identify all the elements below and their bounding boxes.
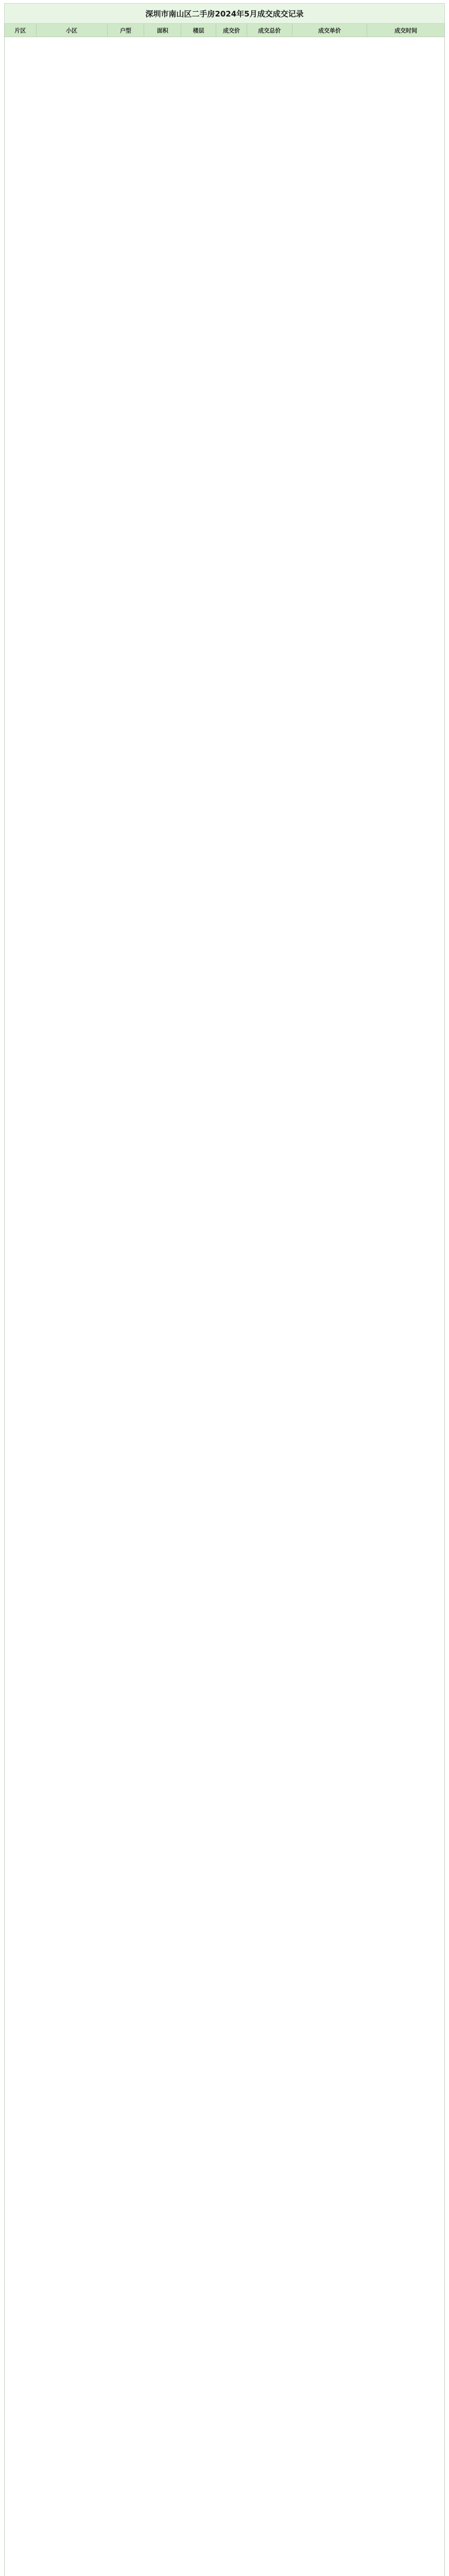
table-body bbox=[4, 37, 445, 2576]
header-col-unit-price: 成交单价 bbox=[292, 24, 368, 37]
table-title: 深圳市南山区二手房2024年5月成交成交记录 bbox=[4, 3, 445, 24]
header-col-district: 片区 bbox=[5, 24, 37, 37]
header-col-month: 成交价 bbox=[216, 24, 247, 37]
header-col-area: 面积 bbox=[144, 24, 181, 37]
transaction-table bbox=[4, 3, 445, 2576]
header-col-layout: 户型 bbox=[108, 24, 145, 37]
header-col-total: 成交总价 bbox=[247, 24, 292, 37]
table-header bbox=[4, 24, 445, 37]
header-col-date: 成交时间 bbox=[394, 27, 418, 34]
header-col-community: 小区 bbox=[37, 24, 108, 37]
header-col-floor: 楼层 bbox=[181, 24, 216, 37]
